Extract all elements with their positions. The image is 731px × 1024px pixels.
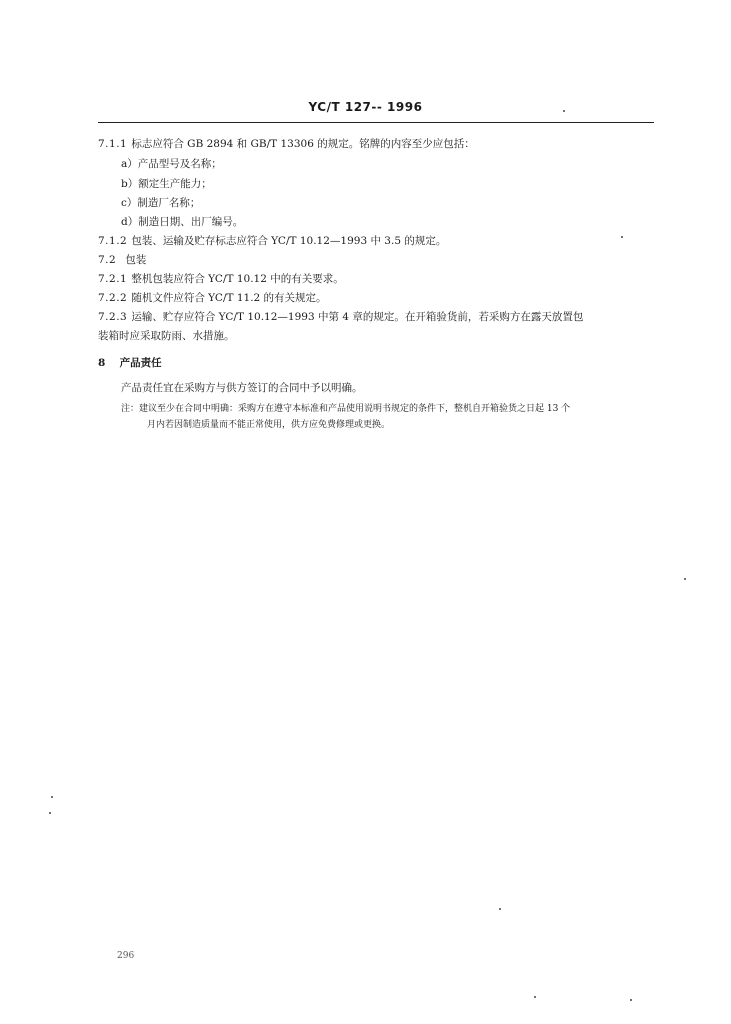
scan-speck (499, 908, 501, 910)
note-line-1: 注：建议至少在合同中明确：采购方在遵守本标准和产品使用说明书规定的条件下，整机自开箱验货之日起 13 个 (121, 404, 571, 414)
scan-speck (534, 996, 536, 998)
page-header-title: YC/T 127-- 1996 (308, 100, 423, 114)
list-item-a: a）产品型号及名称； (121, 158, 222, 170)
clause-7-1-1 (98, 137, 475, 151)
clause-7-2-2 (98, 291, 327, 305)
clause-7-2 (98, 253, 146, 267)
note-line-2: 月内若因制造质量而不能正常使用，供方应免费修理或更换。 (147, 420, 391, 430)
list-item-b: b）额定生产能力； (121, 178, 212, 190)
clause-number: 7.2 (98, 254, 117, 266)
clause-number: 7.2.2 (98, 292, 128, 304)
scan-speck (621, 236, 623, 238)
clause-number: 7.1.2 (98, 235, 128, 247)
list-item-c: c）制造厂名称； (121, 197, 201, 209)
header-rule (98, 122, 654, 123)
clause-text: 整机包装应符合 YC/T 10.12 中的有关要求。 (131, 273, 344, 285)
clause-7-2-3 (98, 310, 583, 324)
clause-number: 7.1.1 (98, 138, 128, 150)
section-title: 产品责任 (119, 357, 162, 369)
clause-number: 7.2.1 (98, 273, 128, 285)
clause-7-2-1 (98, 272, 344, 286)
clause-text: 标志应符合 GB 2894 和 GB/T 13306 的规定。铭牌的内容至少应包括： (131, 138, 475, 150)
clause-7-2-3-continued: 装箱时应采取防雨、水措施。 (98, 330, 235, 342)
clause-text: 包装 (125, 254, 147, 266)
scan-speck (51, 796, 53, 798)
clause-number: 7.2.3 (98, 311, 128, 323)
clause-7-1-2 (98, 234, 446, 248)
section-8-paragraph: 产品责任宜在采购方与供方签订的合同中予以明确。 (121, 382, 363, 394)
section-number: 8 (98, 357, 106, 369)
section-8-heading (98, 356, 162, 370)
scan-speck (49, 812, 51, 814)
scan-speck (684, 578, 686, 580)
page-number: 296 (117, 951, 135, 961)
clause-text: 运输、贮存应符合 YC/T 10.12—1993 中第 4 章的规定。在开箱验货前，若采购方在露天放置包 (131, 311, 584, 323)
scan-speck (563, 110, 565, 112)
list-item-d: d）制造日期、出厂编号。 (121, 216, 244, 228)
clause-text: 随机文件应符合 YC/T 11.2 的有关规定。 (131, 292, 327, 304)
clause-text: 包装、运输及贮存标志应符合 YC/T 10.12—1993 中 3.5 的规定。 (131, 235, 447, 247)
scan-speck (630, 999, 632, 1001)
